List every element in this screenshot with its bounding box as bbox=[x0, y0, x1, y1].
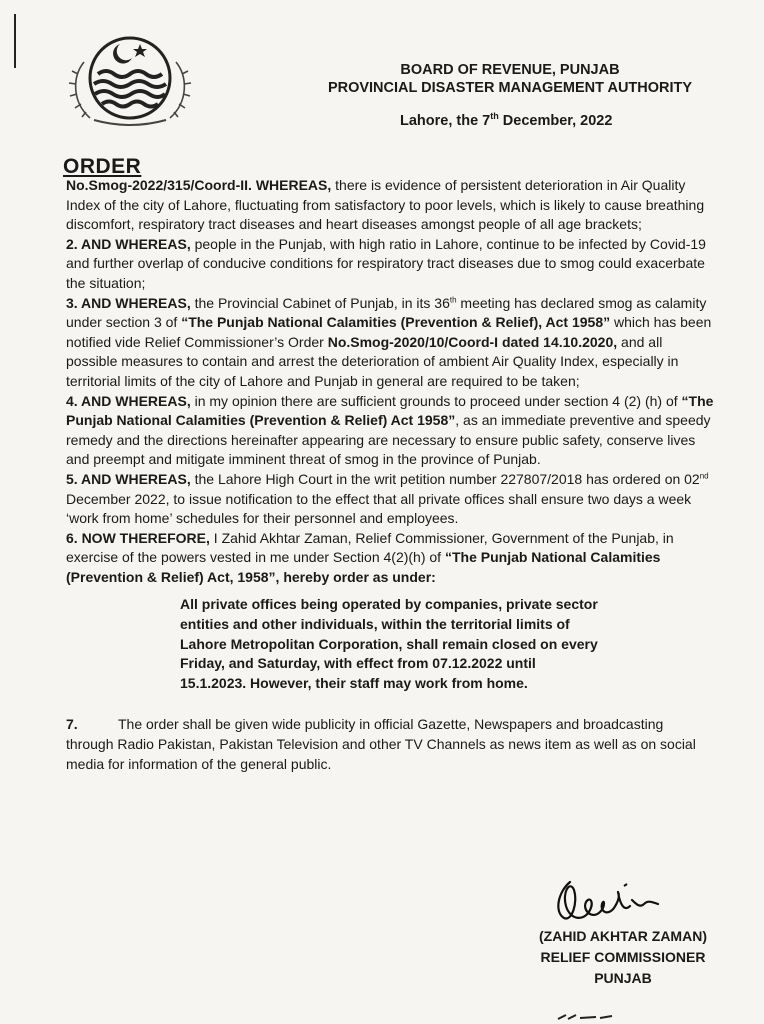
signatory-name: (ZAHID AKHTAR ZAMAN) bbox=[539, 928, 707, 944]
paragraph-4: 4. AND WHEREAS, in my opinion there are sufficient grounds to proceed under section 4 (2) (h) of “The Punjab National Calamities (Prevention & Relief) Act 1958”, as an immediate preventive and speedy remedy and the directions hereinafter appearing are necessary to ensure public safety, conserve lives and preempt and mitigate imminent threat of smog in the province of Punjab. bbox=[66, 392, 714, 468]
issue-date: Lahore, the 7th December, 2022 bbox=[400, 111, 613, 129]
issuing-authority: PROVINCIAL DISASTER MANAGEMENT AUTHORITY bbox=[327, 80, 693, 96]
paragraph-6: 6. NOW THEREFORE, I Zahid Akhtar Zaman, Relief Commissioner, Government of the Punjab, in exercise of the powers vested in me under Section 4(2)(h) of “The Punjab National Calamities (Prevention & Relief) Act, 1958”, hereby order as under: bbox=[66, 529, 674, 585]
order-title: ORDER bbox=[63, 155, 142, 178]
paragraph-5: 5. AND WHEREAS, the Lahore High Court in the writ petition number 227807/2018 has ordered on 02nd December 2022, to issue notification to the effect that all private offices shall ensure two days a week ‘work from home’ schedules for their personnel and employees. bbox=[66, 470, 709, 527]
signatory-title: RELIEF COMMISSIONER bbox=[540, 949, 706, 965]
signature-block bbox=[528, 926, 718, 989]
handwritten-signature bbox=[540, 862, 670, 932]
signatory-place: PUNJAB bbox=[594, 970, 652, 986]
paragraph-7: 7. The order shall be given wide publicity in official Gazette, Newspapers and broadcasting through Radio Pakistan, Pakistan Television and other TV Channels as news item as well as on social media for information of the general public. bbox=[66, 716, 696, 772]
punjab-government-emblem bbox=[64, 22, 196, 130]
order-directive: All private offices being operated by companies, private sector entities and other individuals, within the territorial limits of Lahore Metropolitan Corporation, shall remain closed on every Friday, and Saturday, with effect from 07.12.2022 until 15.1.2023. However, their staff may work from home. bbox=[180, 596, 598, 691]
paragraph-1: No.Smog-2022/315/Coord-II. WHEREAS, there is evidence of persistent deterioration in Air Quality Index of the city of Lahore, fluctuating from satisfactory to poor levels, which is likely to cause breathing discomfort, respiratory tract diseases and heart diseases amongst people of all age brackets; bbox=[66, 177, 705, 233]
paragraph-2: 2. AND WHEREAS, people in the Punjab, with high ratio in Lahore, continue to be infected by Covid-19 and further overlap of conducive conditions for respiratory tract diseases due to smog could exacerbate the situation; bbox=[66, 235, 706, 291]
issuing-board: BOARD OF REVENUE, PUNJAB bbox=[400, 62, 620, 78]
page-bottom-mark bbox=[556, 1014, 616, 1020]
order-body bbox=[66, 176, 714, 774]
margin-mark bbox=[14, 14, 16, 68]
paragraph-3: 3. AND WHEREAS, the Provincial Cabinet of Punjab, in its 36th meeting has declared smog as calamity under section 3 of “The Punjab National Calamities (Prevention & Relief), Act 1958” which has been notified vide Relief Commissioner’s Order No.Smog-2020/10/Coord-I dated 14.10.2020, and all possible measures to contain and arrest the deterioration of ambient Air Quality Index, especially in territorial limits of the city of Lahore and Punjab in general are required to be taken; bbox=[66, 294, 712, 389]
